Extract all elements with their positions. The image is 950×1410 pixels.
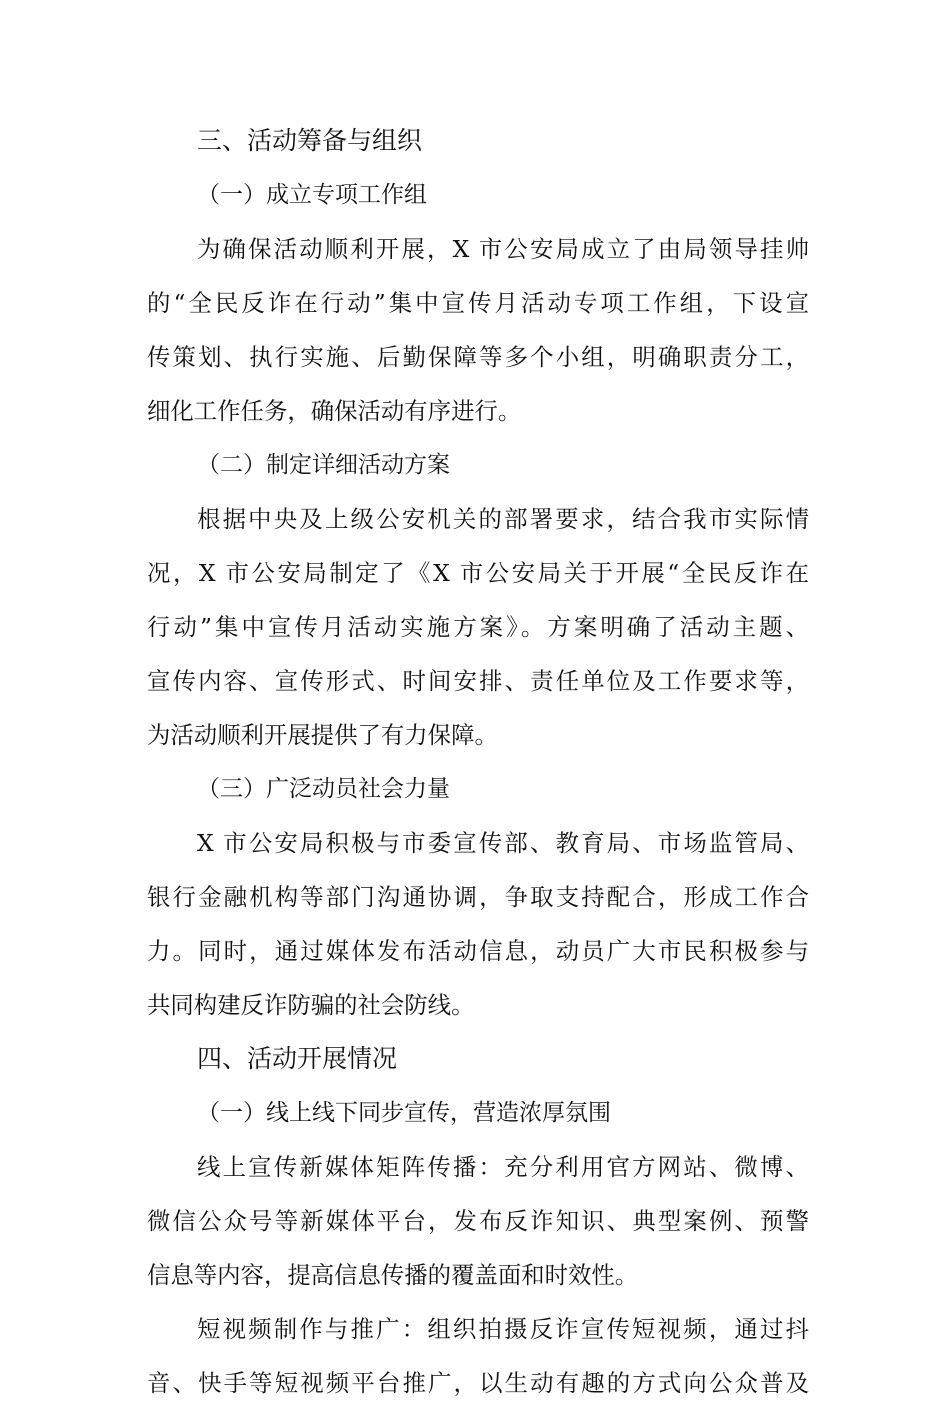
paragraph-3-3 xyxy=(147,816,809,1032)
subsection-title-3-3: （三）广泛动员社会力量 xyxy=(197,776,450,802)
paragraph-line: 为确保活动顺利开展，X 市公安局成立了由局领导挂帅 xyxy=(197,235,809,263)
paragraph-line: 微信公众号等新媒体平台，发布反诈知识、典型案例、预警 xyxy=(147,1207,809,1235)
paragraph-line: 线上宣传新媒体矩阵传播：充分利用官方网站、微博、 xyxy=(197,1153,809,1181)
paragraph-line: 细化工作任务，确保活动有序进行。 xyxy=(147,397,522,425)
paragraph-line: X 市公安局积极与市委宣传部、教育局、市场监管局、 xyxy=(197,829,809,857)
paragraph-3-2 xyxy=(147,492,809,762)
paragraph-line: 为活动顺利开展提供了有力保障。 xyxy=(147,721,498,749)
paragraph-line: 传策划、执行实施、后勤保障等多个小组，明确职责分工， xyxy=(147,343,809,371)
paragraph-line: 共同构建反诈防骗的社会防线。 xyxy=(147,991,475,1019)
paragraph-line: 况，X 市公安局制定了《X 市公安局关于开展“全民反诈在 xyxy=(147,559,809,587)
paragraph-line: 力。同时，通过媒体发布活动信息，动员广大市民积极参与 xyxy=(147,937,809,965)
subsection-title-4-1: （一）线上线下同步宣传，营造浓厚氛围 xyxy=(197,1100,611,1126)
paragraph-4-1-a xyxy=(147,1140,809,1302)
paragraph-line: 短视频制作与推广：组织拍摄反诈宣传短视频，通过抖 xyxy=(197,1315,809,1343)
subsection-title-3-2: （二）制定详细活动方案 xyxy=(197,452,450,478)
section-heading-4: 四、活动开展情况 xyxy=(197,1044,398,1073)
subsection-title-3-1: （一）成立专项工作组 xyxy=(197,182,427,208)
document-page xyxy=(147,114,809,1410)
section-heading-3: 三、活动筹备与组织 xyxy=(197,126,423,155)
paragraph-line: 的“全民反诈在行动”集中宣传月活动专项工作组，下设宣 xyxy=(147,289,809,317)
paragraph-line: 宣传内容、宣传形式、时间安排、责任单位及工作要求等， xyxy=(147,667,809,695)
paragraph-line: 行动”集中宣传月活动实施方案》。方案明确了活动主题、 xyxy=(147,613,809,641)
paragraph-4-1-b xyxy=(147,1302,809,1410)
paragraph-line: 根据中央及上级公安机关的部署要求，结合我市实际情 xyxy=(197,505,809,533)
paragraph-3-1 xyxy=(147,222,809,438)
paragraph-line: 信息等内容，提高信息传播的覆盖面和时效性。 xyxy=(147,1261,639,1289)
paragraph-line: 音、快手等短视频平台推广，以生动有趣的方式向公众普及 xyxy=(147,1369,809,1397)
paragraph-line: 银行金融机构等部门沟通协调，争取支持配合，形成工作合 xyxy=(147,883,809,911)
